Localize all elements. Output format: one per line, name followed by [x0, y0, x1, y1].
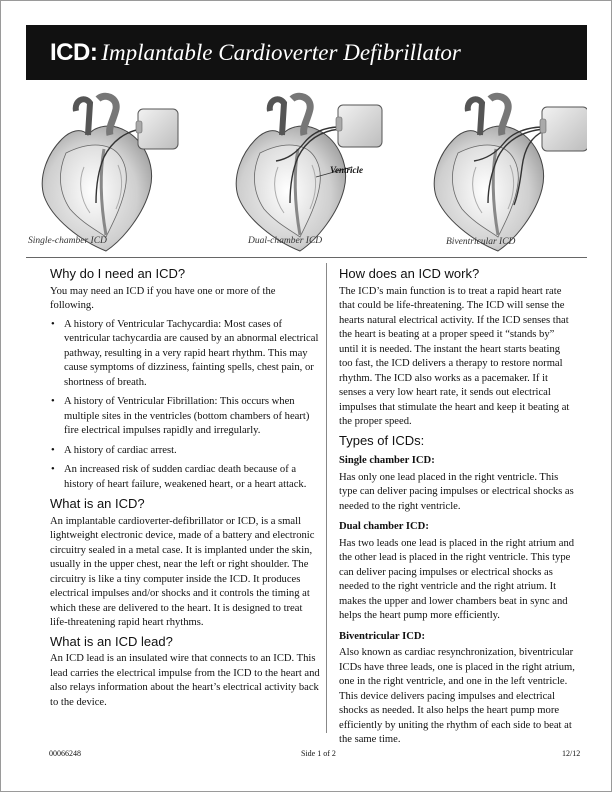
dual-text: Has two leads one lead is placed in the right atrium and the other lead is placed in the right ventricle. This type can deliver pacing impulses or electrical shocks as needed to the right ventricle and the right atrium. It makes the upper and lower chambers beat in sync and helps the heart pump more efficiently. — [339, 537, 575, 621]
left-column — [50, 263, 320, 714]
caption-biventricular: Biventricular ICD — [446, 237, 516, 247]
why-list — [50, 318, 320, 493]
ventricle-label: Ventricle — [330, 165, 363, 175]
why-intro: You may need an ICD if you have one or more of the following. — [50, 285, 276, 311]
title-banner — [26, 25, 587, 80]
what-text: An implantable cardioverter-defibrillator or ICD, is a small lightweight electronic device, made of a battery and electronic circuitry sealed in a metal case. It is implanted under the skin, usually in the upper chest, near the left or right shoulder. The circuitry is like a tiny computer inside the ICD. It produces electrical impulses and/or shocks and it controls the timing at which these are delivered to the heart. It is designed to treat life-threatening rapid heart rhythms. — [50, 515, 315, 628]
dual-heading: Dual chamber ICD: — [339, 521, 429, 532]
bullet-icon: • — [51, 318, 55, 330]
what-heading: What is an ICD? — [50, 496, 145, 511]
footer-code: 00066248 — [49, 749, 81, 758]
caption-dual-chamber: Dual-chamber ICD — [248, 236, 323, 246]
lead-text: An ICD lead is an insulated wire that connects to an ICD. This lead carries the electrical impulse from the ICD to the heart and also relays information about the heart’s electrical activity back to the device. — [50, 653, 320, 708]
heart-illustrations — [26, 91, 587, 256]
lead-heading: What is an ICD lead? — [50, 633, 173, 649]
title-full-name: Implantable Cardioverter Defibrillator — [101, 40, 461, 65]
list-item: • An increased risk of sudden cardiac death because of a history of heart failure, weakened heart, or a heart attack. — [51, 464, 307, 490]
biventricular-heart — [434, 96, 587, 251]
how-heading: How does an ICD work? — [339, 266, 480, 281]
bullet-icon: • — [51, 444, 55, 456]
section-divider — [26, 257, 587, 258]
biv-heading: Biventricular ICD: — [339, 630, 426, 642]
footer-page-number: Side 1 of 2 — [301, 749, 336, 758]
single-text: Has only one lead placed in the right ventricle. This type can deliver pacing impulses or electrical shocks as needed to the right ventricle. — [339, 471, 574, 512]
bullet-icon: • — [51, 396, 55, 407]
list-item: • A history of Ventricular Tachycardia: Most cases of ventricular tachycardia are caused by an abnormal electrical pathway, resulting in a very rapid heart rhythm. This may cause symptoms of dizziness, fainting spells, chest pain, or shortness of breath. — [51, 318, 319, 388]
biv-text: Also known as cardiac resynchronization, biventricular ICDs have three leads, one is placed in the right atrium, one in the right ventricle, and one in the left ventricle. This device delivers pacing impulses and electrical shocks as needed. It also helps the heart pump more efficiently by uniting the rhythm of each side to beat at the same time. — [339, 647, 575, 745]
footer-date: 12/12 — [562, 749, 581, 758]
icd-heart-diagrams — [26, 91, 587, 256]
right-column — [339, 263, 575, 752]
list-item: • A history of Ventricular Fibrillation: This occurs when multiple sites in the ventricles (bottom chambers of heart) fire electrical impulses rapidly and irregularly. — [51, 396, 310, 436]
title-abbreviation: ICD: — [50, 39, 98, 66]
single-chamber-heart — [42, 96, 178, 251]
list-item: • A history of cardiac arrest. — [50, 444, 320, 459]
single-heading: Single chamber ICD: — [339, 455, 435, 466]
why-heading: Why do I need an ICD? — [50, 266, 186, 281]
types-heading: Types of ICDs: — [339, 432, 425, 448]
how-text: The ICD’s main function is to treat a rapid heart rate that could be life-threatening. The ICD will sense the hearts natural electrical activity. If the ICD senses that the heart is beating at a proper speed it “stands by” until it is needed. The instant the heart starts beating too fast, the ICD delivers a therapy to restore normal rhythm. The ICD also works as a pacemaker. If it senses a very low heart rate, it sends out electrical impulses that stimulate the heart and keep it beating at the proper speed. — [339, 285, 570, 427]
bullet-icon: • — [51, 464, 55, 475]
column-divider — [326, 263, 327, 733]
caption-single-chamber: Single-chamber ICD — [28, 236, 107, 246]
